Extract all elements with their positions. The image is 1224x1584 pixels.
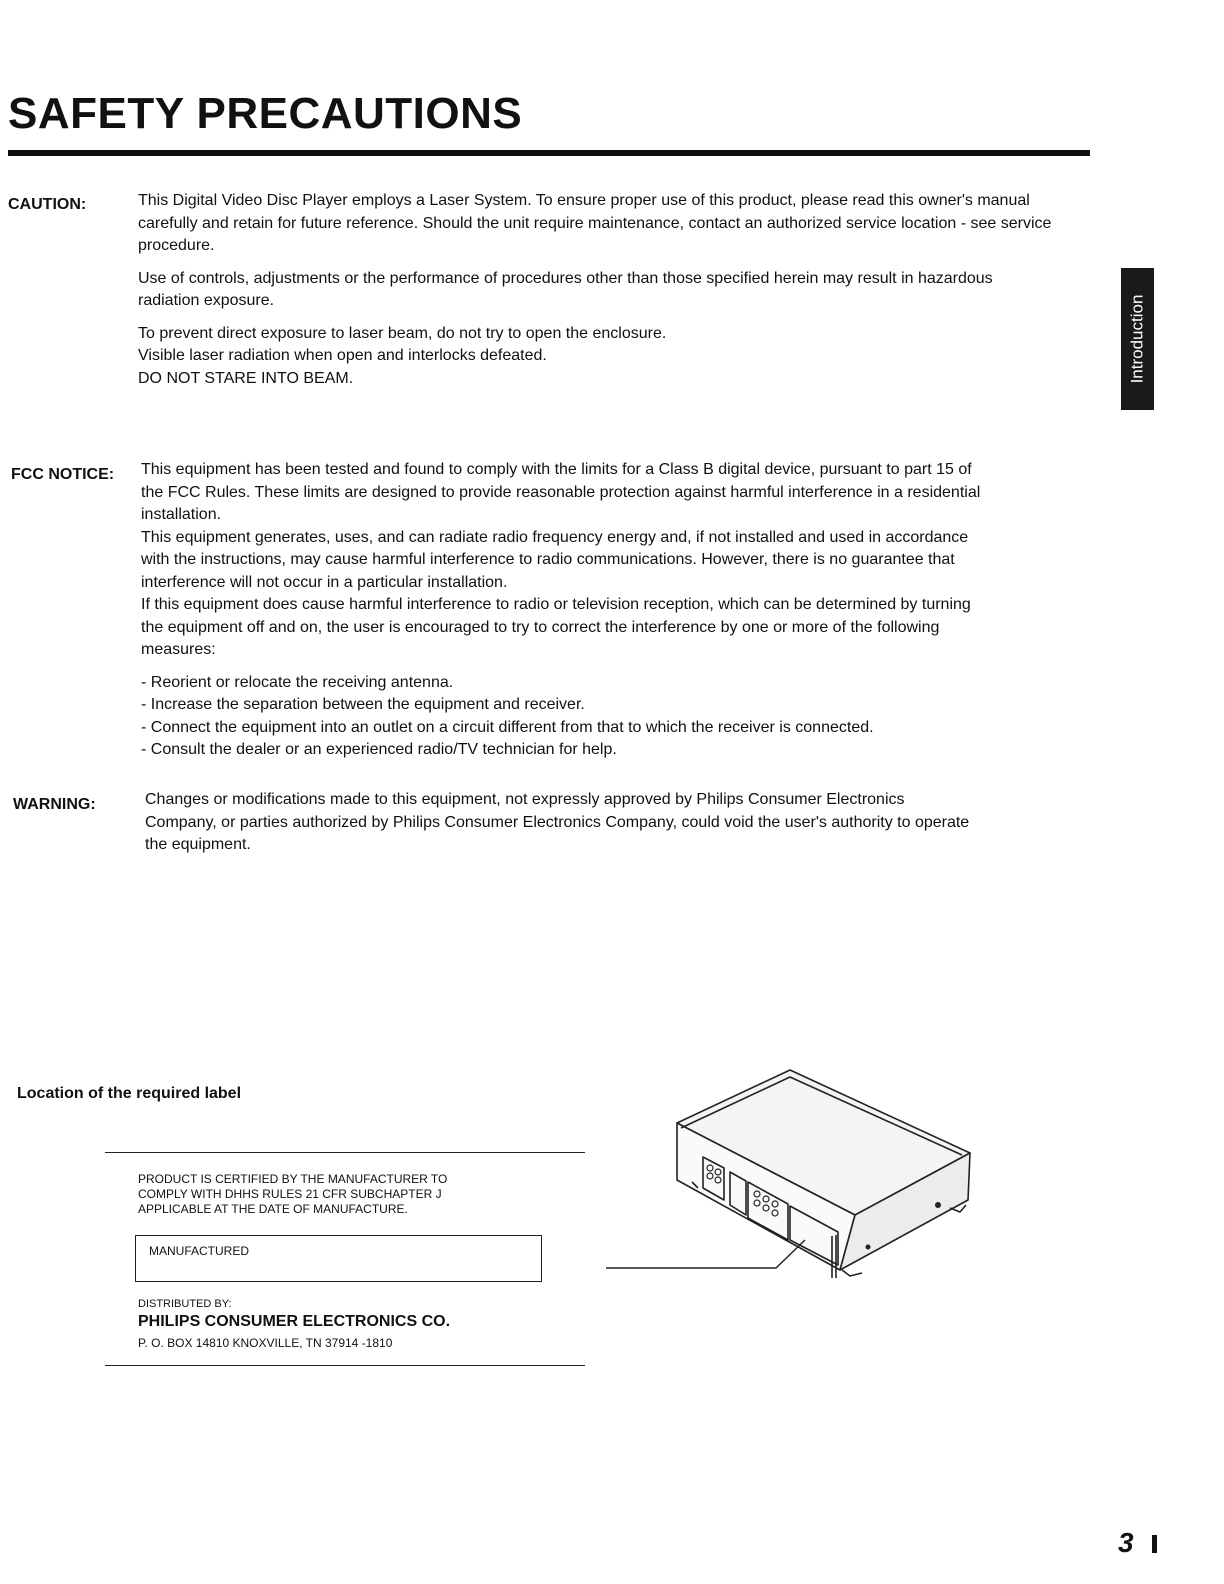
manufactured-box bbox=[135, 1235, 542, 1282]
list-item: - Reorient or relocate the receiving antenna. bbox=[141, 673, 454, 691]
caution-paragraph-1: This Digital Video Disc Player employs a Laser System. To ensure proper use of this product, please read this owner's manual carefully and retain for future reference. Should the unit require maintenance, contact an authorized service location - see service procedure. bbox=[138, 192, 1052, 254]
fcc-paragraph-3: If this equipment does cause harmful interference to radio or television reception, which can be determined by turning the equipment off and on, the user is encouraged to try to correct the interference by one or more of the following measures: bbox=[141, 596, 971, 658]
caution-paragraph-3a: To prevent direct exposure to laser beam, do not try to open the enclosure. bbox=[138, 324, 667, 342]
caution-label: CAUTION: bbox=[8, 196, 87, 213]
warning-paragraph: Changes or modifications made to this equipment, not expressly approved by Philips Consumer Electronics Company, or parties authorized by Philips Consumer Electronics Company, could void the user's authority to operate the equipment. bbox=[145, 791, 970, 853]
page-number: 3 bbox=[1118, 1527, 1134, 1558]
fcc-label: FCC NOTICE: bbox=[11, 466, 115, 483]
section-tab-label: Introduction bbox=[1127, 294, 1147, 384]
list-item: - Consult the dealer or an experienced radio/TV technician for help. bbox=[141, 741, 617, 758]
caution-paragraph-3c: DO NOT STARE INTO BEAM. bbox=[138, 369, 354, 387]
title-divider bbox=[8, 150, 1090, 156]
page-title: SAFETY PRECAUTIONS bbox=[8, 89, 523, 138]
cert-line-1: PRODUCT IS CERTIFIED BY THE MANUFACTURER TO bbox=[138, 1172, 448, 1186]
cert-line-3: APPLICABLE AT THE DATE OF MANUFACTURE. bbox=[138, 1202, 408, 1216]
fcc-measures-list bbox=[141, 672, 981, 762]
label-top-rule bbox=[105, 1152, 585, 1153]
page-number-bar bbox=[1152, 1535, 1157, 1553]
manufactured-label: MANUFACTURED bbox=[149, 1244, 250, 1258]
caution-paragraph-3b: Visible laser radiation when open and interlocks defeated. bbox=[138, 347, 547, 364]
fcc-paragraph-2: This equipment generates, uses, and can radiate radio frequency energy and, if not installed and used in accordance with the instructions, may cause harmful interference to radio communications. However, there is no guarantee that interference will not occur in a particular installation. bbox=[141, 528, 969, 591]
distributor-address: P. O. BOX 14810 KNOXVILLE, TN 37914 -1810 bbox=[138, 1336, 393, 1350]
distributed-by-label: DISTRIBUTED BY: bbox=[138, 1298, 232, 1310]
cert-line-2: COMPLY WITH DHHS RULES 21 CFR SUBCHAPTER J bbox=[138, 1187, 442, 1201]
list-item: - Increase the separation between the equipment and receiver. bbox=[141, 696, 585, 713]
distributor-name: PHILIPS CONSUMER ELECTRONICS CO. bbox=[138, 1313, 451, 1330]
certification-text bbox=[138, 1172, 558, 1217]
label-location-heading: Location of the required label bbox=[17, 1085, 242, 1102]
fcc-text bbox=[141, 459, 981, 762]
caution-text bbox=[138, 190, 1053, 390]
list-item: - Connect the equipment into an outlet on a circuit different from that to which the receiver is connected. bbox=[141, 718, 874, 736]
warning-label: WARNING: bbox=[13, 796, 96, 813]
dvd-player-illustration bbox=[600, 1060, 990, 1285]
fcc-paragraph-1: This equipment has been tested and found to comply with the limits for a Class B digital device, pursuant to part 15 of the FCC Rules. These limits are designed to provide reasonable protection against harmful interference in a residential installation. bbox=[141, 461, 981, 523]
caution-paragraph-2: Use of controls, adjustments or the performance of procedures other than those specified herein may result in hazardous radiation exposure. bbox=[138, 269, 993, 309]
section-tab bbox=[1121, 268, 1154, 410]
warning-text bbox=[145, 789, 977, 857]
label-bottom-rule bbox=[105, 1365, 585, 1366]
